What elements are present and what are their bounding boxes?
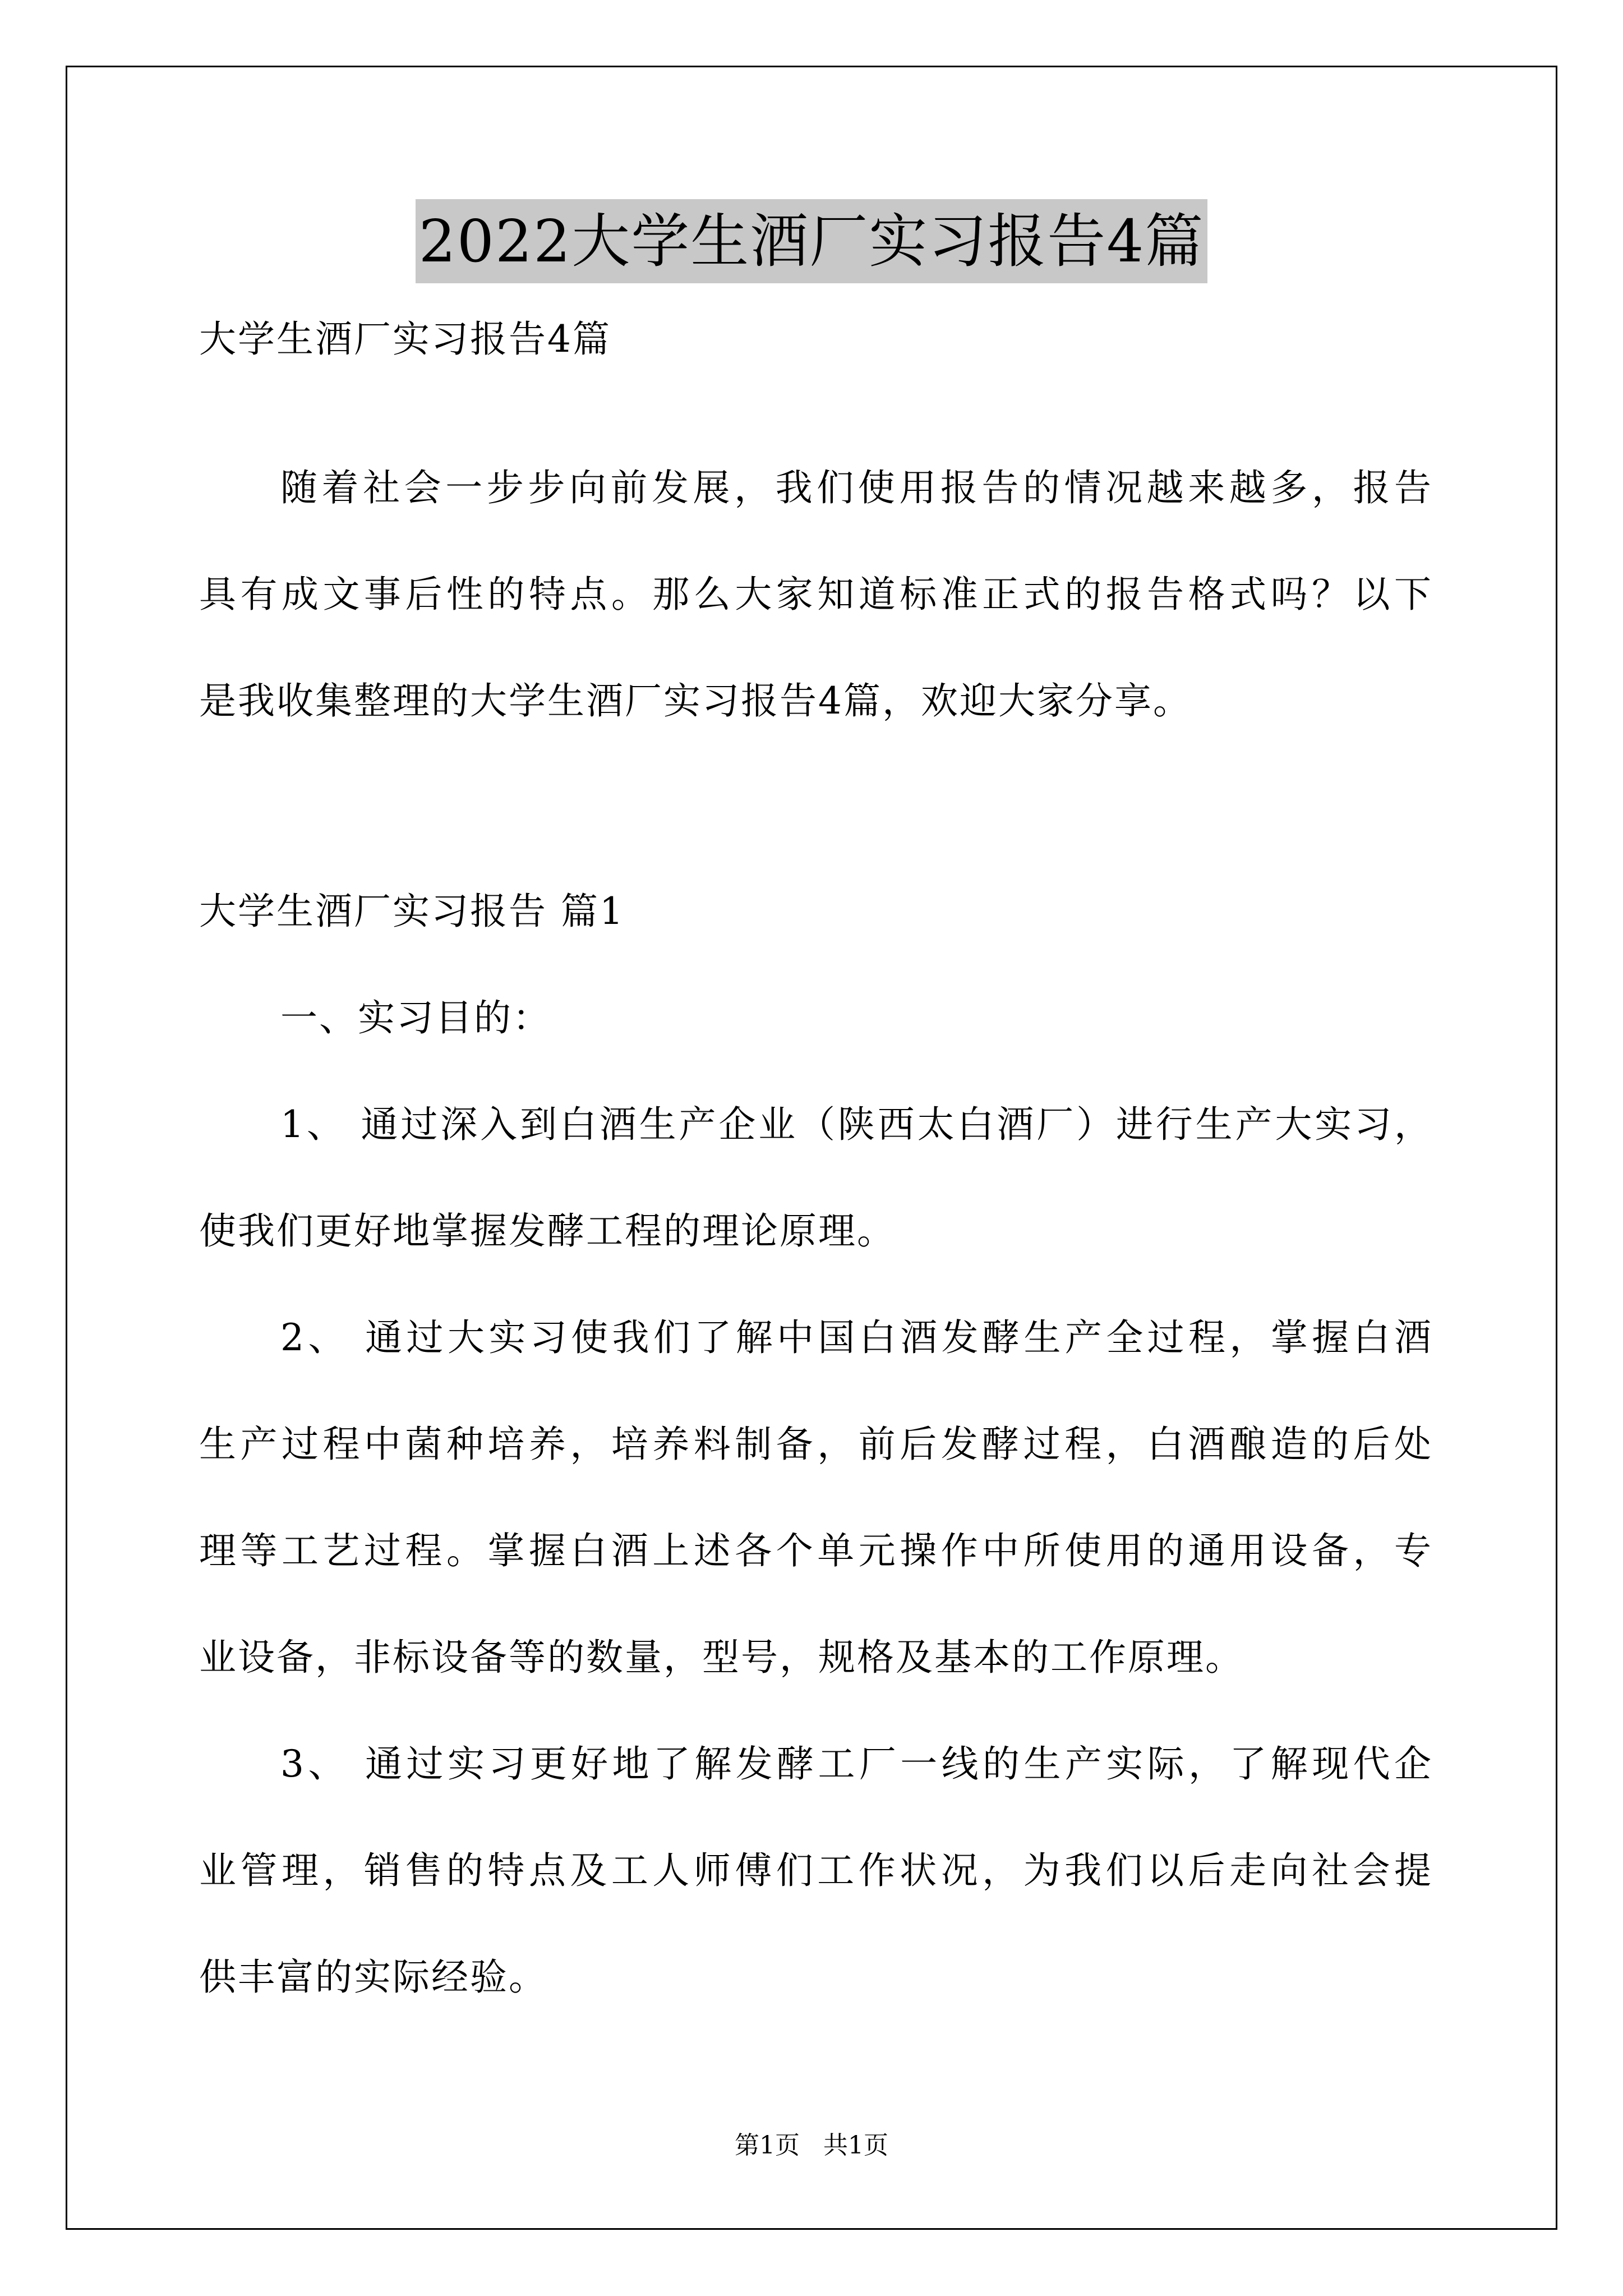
section-heading: 大学生酒厂实习报告 篇1 [199,890,625,933]
item1-line-2: 使我们更好地掌握发酵工程的理论原理。 [199,1209,896,1253]
page-footer [0,2129,1623,2162]
item3-line-1: 3、 通过实习更好地了解发酵工厂一线的生产实际，了解现代企 [280,1742,1433,1786]
subsection-heading: 一、实习目的： [280,996,551,1039]
item3-line-3: 供丰富的实际经验。 [199,1955,547,1999]
item2-line-3: 理等工艺过程。掌握白酒上述各个单元操作中所使用的通用设备，专 [199,1529,1433,1572]
document-subtitle: 大学生酒厂实习报告4篇 [199,318,611,361]
item2-line-2: 生产过程中菌种培养，培养料制备，前后发酵过程，白酒酿造的后处 [199,1423,1433,1466]
intro-line-2: 具有成文事后性的特点。那么大家知道标准正式的报告格式吗？以下 [199,573,1433,616]
title-container [0,199,1623,283]
item2-line-4: 业设备，非标设备等的数量，型号，规格及基本的工作原理。 [199,1636,1244,1679]
intro-line-3: 是我收集整理的大学生酒厂实习报告4篇，欢迎大家分享。 [199,679,1192,723]
intro-line-1: 随着社会一步步向前发展，我们使用报告的情况越来越多，报告 [280,466,1433,509]
page-number-current: 第1页 [735,2131,800,2160]
item2-line-1: 2、 通过大实习使我们了解中国白酒发酵生产全过程，掌握白酒 [280,1316,1433,1359]
document-title: 2022大学生酒厂实习报告4篇 [416,199,1208,283]
item3-line-2: 业管理，销售的特点及工人师傅们工作状况，为我们以后走向社会提 [199,1849,1433,1892]
page-number-total: 共1页 [823,2131,888,2160]
page-border [66,66,1557,2230]
item1-line-1: 1、 通过深入到白酒生产企业（陕西太白酒厂）进行生产大实习， [280,1103,1433,1146]
